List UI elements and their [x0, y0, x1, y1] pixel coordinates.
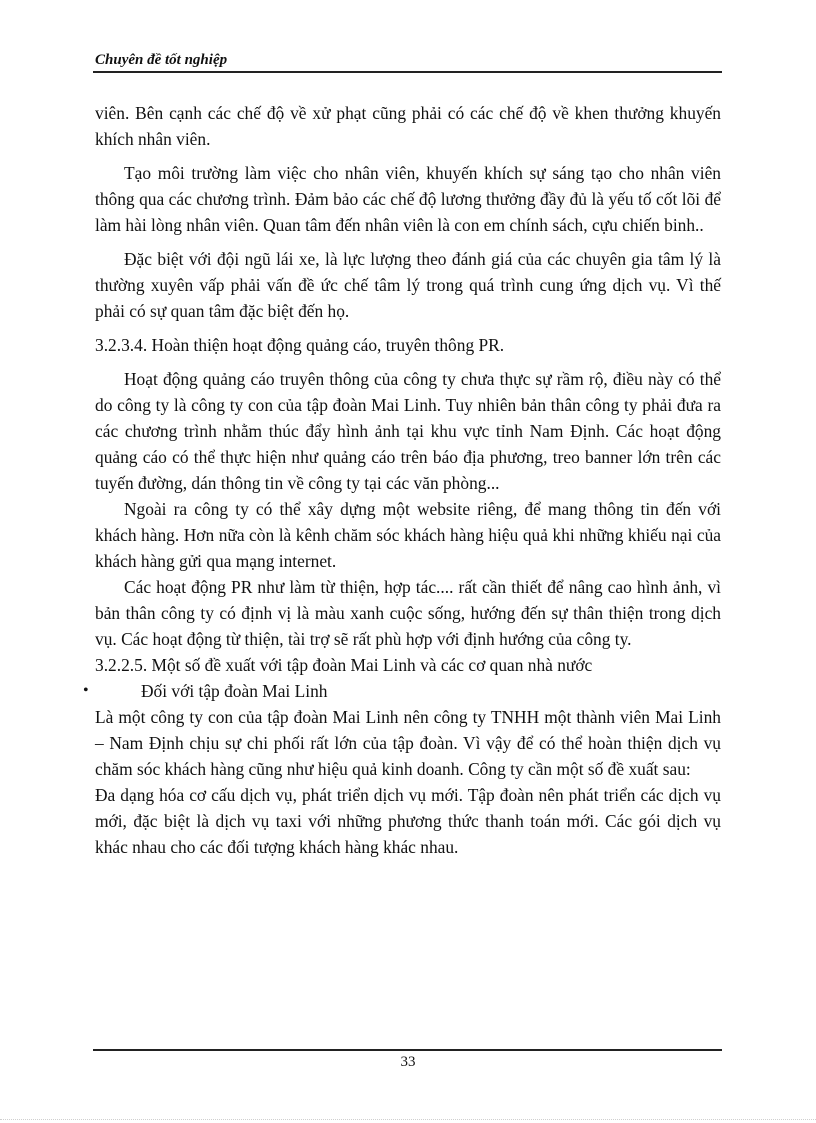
page-bottom-edge: [0, 1119, 816, 1120]
paragraph-drivers: Đặc biệt với đội ngũ lái xe, là lực lượng theo đánh giá của các chuyên gia tâm lý là thường xuyên vấp phải vấn đề ức chế tâm lý trong quá trình cung ứng dịch vụ. Vì thế phải có sự quan tâm đặc biệt đến họ.: [95, 249, 721, 321]
section-heading-advertising: 3.2.3.4. Hoàn thiện hoạt động quảng cáo, truyên thông PR.: [95, 335, 505, 355]
bullet-item-label: Đối với tập đoàn Mai Linh: [141, 681, 328, 701]
paragraph-continuation: viên. Bên cạnh các chế độ về xử phạt cũng phải có các chế độ về khen thưởng khuyến khích nhân viên.: [95, 103, 721, 149]
bullet-item-mai-linh: [83, 678, 721, 704]
header-divider: [93, 71, 722, 73]
paragraph-pr-activities: Các hoạt động PR như làm từ thiện, hợp tác.... rất cần thiết để nâng cao hình ảnh, vì bản thân công ty có định vị là màu xanh cuộc sống, hướng đến sự thân thiện trong dịch vụ. Các hoạt động từ thiện, tài trợ sẽ rất phù hợp với định hướng của công ty.: [95, 577, 721, 649]
paragraph-work-environment: Tạo môi trường làm việc cho nhân viên, khuyến khích sự sáng tạo cho nhân viên thông qua các chương trình. Đảm bảo các chế độ lương thưởng đầy đủ là yếu tố cốt lõi để làm hài lòng nhân viên. Quan tâm đến nhân viên là con em chính sách, cựu chiến binh..: [95, 163, 721, 235]
paragraph-diversify-services: Đa dạng hóa cơ cấu dịch vụ, phát triển dịch vụ mới. Tập đoàn nên phát triển các dịch vụ mới, đặc biệt là dịch vụ taxi với những phương thức thanh toán mới. Các gói dịch vụ khác nhau cho các đối tượng khách hàng khác nhau.: [95, 785, 721, 857]
page-body: [83, 100, 721, 860]
paragraph-subsidiary: Là một công ty con của tập đoàn Mai Linh nên công ty TNHH một thành viên Mai Linh – Nam Định chịu sự chi phối rất lớn của tập đoàn. Vì vậy để có thể hoàn thiện dịch vụ chăm sóc khách hàng cũng như hiệu quả kinh doanh. Công ty cần một số đề xuất sau:: [95, 707, 721, 779]
paragraph-website: Ngoài ra công ty có thể xây dựng một website riêng, để mang thông tin đến với khách hàng. Hơn nữa còn là kênh chăm sóc khách hàng hiệu quả khi những khiếu nại của khách hàng gửi qua mạng internet.: [95, 499, 721, 571]
footer-divider: [93, 1049, 722, 1051]
section-heading-proposals: 3.2.2.5. Một số đề xuất với tập đoàn Mai Linh và các cơ quan nhà nước: [95, 655, 593, 675]
bullet-dot-icon: •: [83, 682, 89, 699]
paragraph-advertising: Hoạt động quảng cáo truyên thông của công ty chưa thực sự rầm rộ, điều này có thể do công ty là công ty con của tập đoàn Mai Linh. Tuy nhiên bản thân công ty phải đưa ra các chương trình nhằm thúc đẩy hình ảnh tại khu vực tỉnh Nam Định. Các hoạt động quảng cáo có thể thực hiện như quảng cáo trên báo địa phương, treo banner lớn trên các tuyến đường, dán thông tin về công ty tại các văn phòng...: [95, 369, 721, 493]
document-header-title: Chuyên đề tốt nghiệp: [95, 52, 228, 68]
page-number: 33: [400, 1054, 416, 1070]
